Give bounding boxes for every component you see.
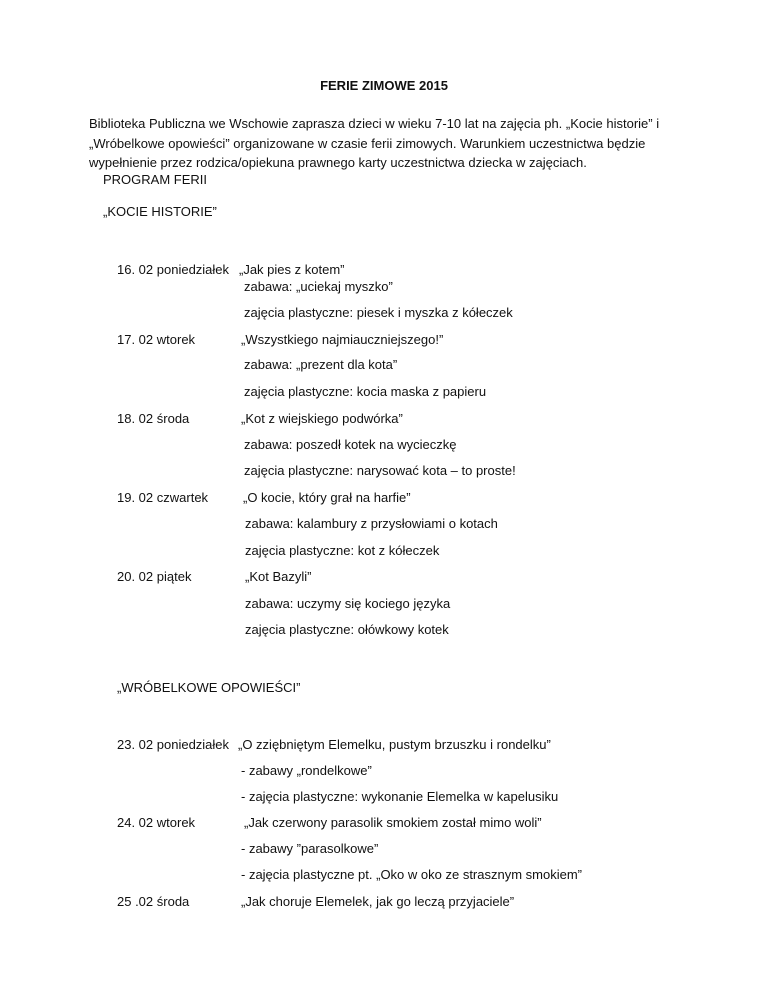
document-title: FERIE ZIMOWE 2015 xyxy=(320,78,448,93)
day-topic: „Wszystkiego najmiauczniejszego!” xyxy=(241,332,444,347)
day-topic: „Jak choruje Elemelek, jak go leczą przyjaciele” xyxy=(241,894,515,909)
day-art: - zajęcia plastyczne pt. „Oko w oko ze strasznym smokiem” xyxy=(241,867,582,882)
day-play: zabawa: poszedł kotek na wycieczkę xyxy=(244,437,457,452)
day-play: zabawa: „prezent dla kota” xyxy=(244,357,398,372)
day-art: zajęcia plastyczne: kot z kółeczek xyxy=(245,543,440,558)
day-date: 25 .02 środa xyxy=(117,894,190,909)
day-topic: „Jak pies z kotem” xyxy=(239,262,345,277)
day-date: 24. 02 wtorek xyxy=(117,815,196,830)
day-topic: „Jak czerwony parasolik smokiem został mimo woli” xyxy=(244,815,542,830)
day-date: 23. 02 poniedziałek xyxy=(117,737,230,752)
day-art: zajęcia plastyczne: kocia maska z papieru xyxy=(244,384,487,399)
day-play: zabawa: „uciekaj myszko” xyxy=(244,279,393,294)
day-art: zajęcia plastyczne: narysować kota – to proste! xyxy=(244,463,516,478)
day-date: 19. 02 czwartek xyxy=(117,490,209,505)
day-date: 17. 02 wtorek xyxy=(117,332,196,347)
day-play: - zabawy „rondelkowe” xyxy=(241,763,372,778)
section-heading-wrobelkowe: „WRÓBELKOWE OPOWIEŚCI” xyxy=(117,680,301,695)
day-art: - zajęcia plastyczne: wykonanie Elemelka w kapelusiku xyxy=(241,789,559,804)
day-topic: „O kocie, który grał na harfie” xyxy=(243,490,411,505)
day-play: zabawa: uczymy się kociego języka xyxy=(245,596,451,611)
intro-paragraph: Biblioteka Publiczna we Wschowie zaprasza dzieci w wieku 7-10 lat na zajęcia ph. „Kocie historie” i „Wróbelkowe opowieści” organizowane w czasie ferii zimowych. Warunkiem uczestnictwa będzie wypełnienie przez rodzica/opiekuna prawnego karty uczestnictwa dziecka w zajęciach. xyxy=(89,116,660,170)
day-play: - zabawy ”parasolkowe” xyxy=(241,841,379,856)
day-date: 18. 02 środa xyxy=(117,411,190,426)
day-play: zabawa: kalambury z przysłowiami o kotach xyxy=(245,516,498,531)
section-heading-kocie: „KOCIE HISTORIE” xyxy=(103,204,217,219)
day-topic: „Kot Bazyli” xyxy=(245,569,312,584)
day-topic: „Kot z wiejskiego podwórka” xyxy=(241,411,403,426)
day-art: zajęcia plastyczne: piesek i myszka z kółeczek xyxy=(244,305,513,320)
day-art: zajęcia plastyczne: ołówkowy kotek xyxy=(245,622,449,637)
program-label: PROGRAM FERII xyxy=(103,172,208,187)
day-date: 20. 02 piątek xyxy=(117,569,192,584)
day-topic: „O zziębniętym Elemelku, pustym brzuszku i rondelku” xyxy=(238,737,551,752)
day-date: 16. 02 poniedziałek xyxy=(117,262,230,277)
